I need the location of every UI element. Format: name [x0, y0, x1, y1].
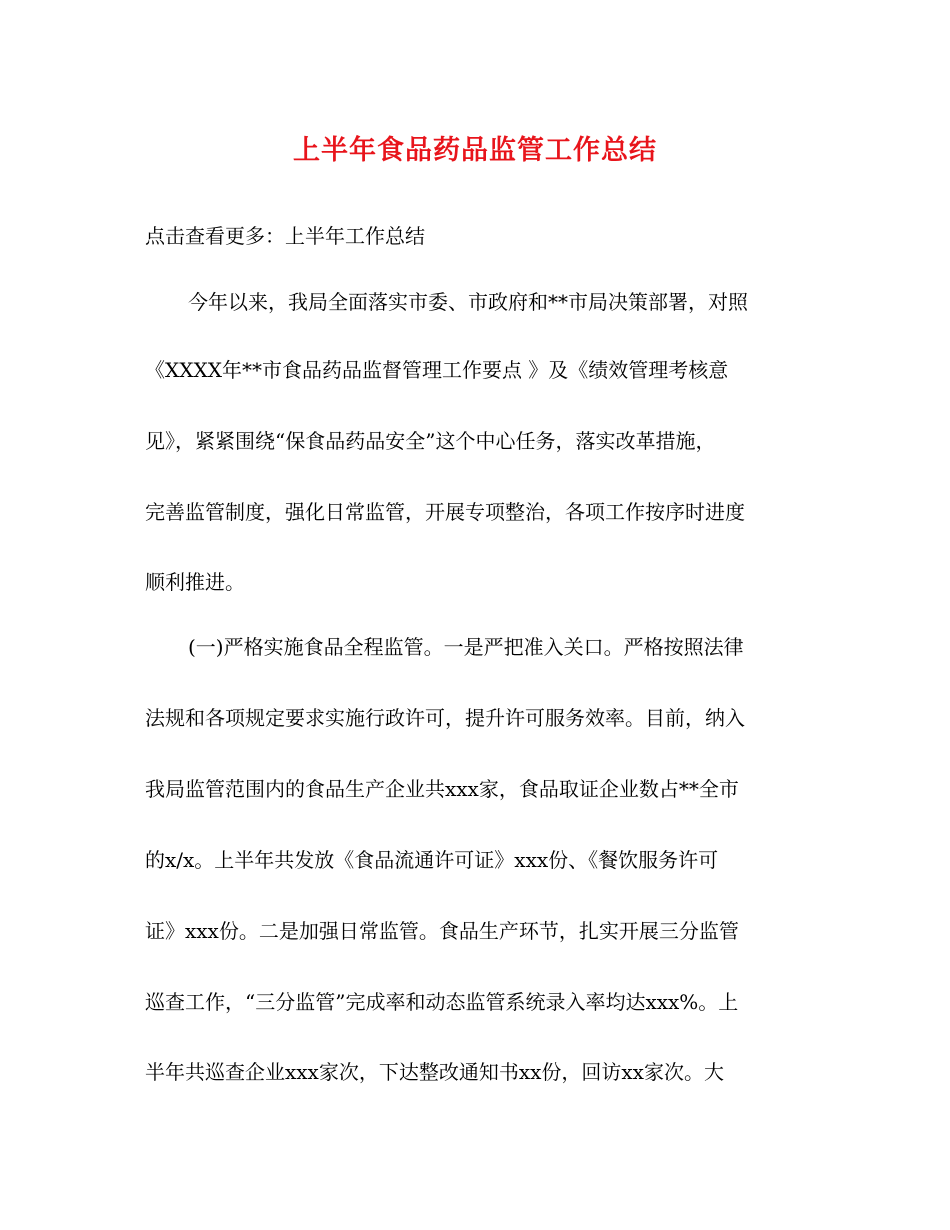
- paragraph-line: 证》xxx份。二是加强日常监管。食品生产环节，扎实开展三分监管: [145, 919, 739, 943]
- paragraph-line: 《XXXX年**市食品药品监督管理工作要点 》及《绩效管理考核意: [145, 358, 729, 382]
- paragraph-line: 巡查工作，“三分监管”完成率和动态监管系统录入率均达xxx%。上: [145, 990, 739, 1014]
- paragraph-line: 完善监管制度，强化日常监管，开展专项整治，各项工作按序时进度: [145, 500, 745, 524]
- paragraph-line: 法规和各项规定要求实施行政许可，提升许可服务效率。目前，纳入: [145, 706, 745, 730]
- paragraph-line: (一)严格实施食品全程监管。一是严把准入关口。严格按照法律: [188, 635, 744, 659]
- paragraph-line: 顺利推进。: [145, 570, 245, 594]
- paragraph-line: 见》，紧紧围绕“保食品药品安全”这个中心任务，落实改革措施，: [145, 429, 716, 453]
- paragraph-line: 我局监管范围内的食品生产企业共xxx家，食品取证企业数占**全市: [145, 777, 739, 801]
- document-title: 上半年食品药品监管工作总结: [293, 135, 657, 166]
- more-summary-link[interactable]: 点击查看更多：上半年工作总结: [145, 224, 425, 248]
- paragraph-line: 今年以来，我局全面落实市委、市政府和**市局决策部署，对照: [188, 290, 748, 314]
- paragraph-line: 的x/x。上半年共发放《食品流通许可证》xxx份、《餐饮服务许可: [145, 848, 719, 872]
- paragraph-line: 半年共巡查企业xxx家次，下达整改通知书xx份，回访xx家次。大: [145, 1060, 724, 1084]
